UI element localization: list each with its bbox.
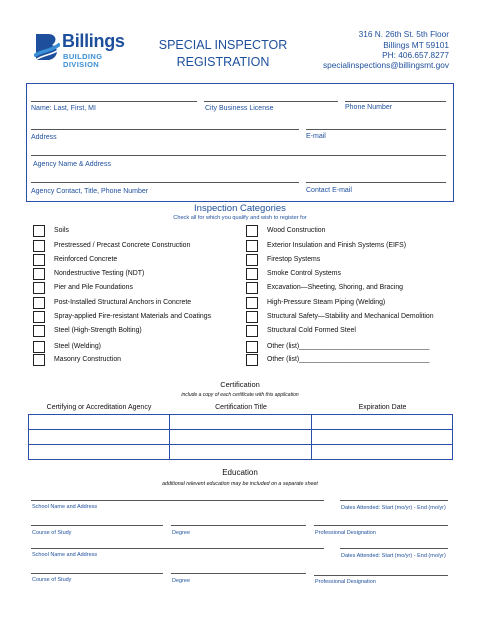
category-checkbox[interactable] <box>33 297 45 309</box>
address-label: Address <box>31 134 57 141</box>
category-checkbox[interactable] <box>33 268 45 280</box>
col-header-agency: Certifying or Accreditation Agency <box>46 404 152 411</box>
category-checkbox[interactable] <box>246 325 258 337</box>
category-checkbox[interactable] <box>33 341 45 353</box>
table-cell[interactable] <box>311 445 452 460</box>
dates-input-line[interactable] <box>340 500 448 501</box>
contact-phone: PH: 406.657.8277 <box>382 50 449 60</box>
degree-label: Degree <box>172 578 191 584</box>
table-cell[interactable] <box>170 415 311 430</box>
phone-label: Phone Number <box>345 104 393 111</box>
category-checkbox[interactable] <box>33 254 45 266</box>
address-input-line[interactable] <box>31 129 299 130</box>
category-checkbox[interactable] <box>33 225 45 237</box>
email-input-line[interactable] <box>306 129 446 130</box>
email-label: E-mail <box>306 133 326 140</box>
category-checkbox[interactable] <box>33 354 45 366</box>
category-label: Nondestructive Testing (NDT) <box>54 270 145 277</box>
table-cell[interactable] <box>29 415 170 430</box>
school-label: School Name and Address <box>32 552 98 558</box>
category-checkbox[interactable] <box>33 240 45 252</box>
col-header-expiration: Expiration Date <box>358 404 407 411</box>
name-input-line[interactable] <box>31 101 197 102</box>
degree-input-line[interactable] <box>171 573 306 574</box>
logo-wordmark: Billings <box>62 31 125 51</box>
col-header-cert-title: Certification Title <box>215 404 267 411</box>
category-label: Wood Construction <box>267 227 326 234</box>
designation-label: Professional Designation <box>315 530 376 536</box>
contact-email-link[interactable]: specialinspections@billingsmt.gov <box>322 60 449 70</box>
school-label: School Name and Address <box>32 504 98 510</box>
category-checkbox[interactable] <box>33 282 45 294</box>
category-label: Prestressed / Precast Concrete Construction <box>54 242 191 249</box>
degree-input-line[interactable] <box>171 525 306 526</box>
category-checkbox[interactable] <box>33 325 45 337</box>
category-label: Other (list)__________________________________ <box>267 343 430 350</box>
category-label: Reinforced Concrete <box>54 256 118 263</box>
category-label: Post-Installed Structural Anchors in Concrete <box>54 299 192 306</box>
category-checkbox[interactable] <box>246 354 258 366</box>
contact-address-line1: 316 N. 26th St. 5th Floor <box>358 29 449 39</box>
contact-email-input-line[interactable] <box>306 182 446 183</box>
category-checkbox[interactable] <box>246 268 258 280</box>
form-title-line2: REGISTRATION <box>176 55 270 69</box>
form-title-line1: SPECIAL INSPECTOR <box>158 38 288 52</box>
inspection-categories-title: Inspection Categories <box>194 203 286 214</box>
category-label: Smoke Control Systems <box>267 270 341 277</box>
certification-subtitle: include a copy of each certificate with this application <box>181 392 299 398</box>
category-label: Steel (High-Strength Bolting) <box>54 327 142 334</box>
table-row <box>29 415 453 430</box>
category-label: Masonry Construction <box>54 356 122 363</box>
designation-label: Professional Designation <box>315 579 376 585</box>
category-checkbox[interactable] <box>246 282 258 294</box>
business-license-input-line[interactable] <box>204 101 338 102</box>
category-label: Spray-applied Fire-resistant Materials and Coatings <box>54 313 212 320</box>
category-checkbox[interactable] <box>246 341 258 353</box>
contact-email-label: Contact E-mail <box>306 187 352 194</box>
category-checkbox[interactable] <box>33 311 45 323</box>
table-cell[interactable] <box>311 415 452 430</box>
agency-contact-input-line[interactable] <box>31 182 299 183</box>
category-label: Steel (Welding) <box>54 343 101 350</box>
degree-label: Degree <box>172 530 191 536</box>
category-checkbox[interactable] <box>246 240 258 252</box>
category-label: Excavation—Sheeting, Shoring, and Bracing <box>267 284 403 291</box>
course-label: Course of Study <box>32 530 72 536</box>
dates-label: Dates Attended: Start (mo/yr) - End (mo/yr) <box>341 553 446 559</box>
table-row <box>29 445 453 460</box>
category-checkbox[interactable] <box>246 297 258 309</box>
inspection-categories-subtitle: Check all for which you qualify and wish to register for <box>173 215 307 221</box>
agency-input-line[interactable] <box>31 155 446 156</box>
category-label: Structural Safety—Stability and Mechanical Demolition <box>267 313 434 320</box>
logo-subtitle-line1: BUILDING <box>63 52 103 61</box>
certification-title: Certification <box>220 380 260 389</box>
table-cell[interactable] <box>170 430 311 445</box>
certification-table <box>28 414 453 460</box>
school-input-line[interactable] <box>31 548 324 549</box>
table-cell[interactable] <box>29 445 170 460</box>
table-cell[interactable] <box>170 445 311 460</box>
education-title: Education <box>222 468 258 477</box>
category-label: Pier and Pile Foundations <box>54 284 133 291</box>
name-label: Name: Last, First, MI <box>31 105 96 112</box>
category-label: Structural Cold Formed Steel <box>267 327 356 334</box>
billings-logo-icon <box>34 32 60 62</box>
education-subtitle: additional relevent education may be included on a separate sheet <box>162 481 318 487</box>
course-label: Course of Study <box>32 577 72 583</box>
course-input-line[interactable] <box>31 573 163 574</box>
category-label: High-Pressure Steam Piping (Welding) <box>267 299 386 306</box>
category-checkbox[interactable] <box>246 311 258 323</box>
category-label: Soils <box>54 227 69 234</box>
category-label: Exterior Insulation and Finish Systems (EIFS) <box>267 242 407 249</box>
course-input-line[interactable] <box>31 525 163 526</box>
business-license-label: City Business License <box>205 105 274 112</box>
agency-contact-label: Agency Contact, Title, Phone Number <box>31 188 149 195</box>
dates-input-line[interactable] <box>340 548 448 549</box>
table-row <box>29 430 453 445</box>
logo-subtitle-line2: DIVISION <box>63 60 100 69</box>
category-label: Firestop Systems <box>267 256 321 263</box>
category-checkbox[interactable] <box>246 254 258 266</box>
phone-input-line[interactable] <box>345 101 446 102</box>
table-cell[interactable] <box>311 430 452 445</box>
category-checkbox[interactable] <box>246 225 258 237</box>
agency-label: Agency Name & Address <box>33 161 111 168</box>
table-cell[interactable] <box>29 430 170 445</box>
dates-label: Dates Attended: Start (mo/yr) - End (mo/yr) <box>341 505 446 511</box>
contact-address-line2: Billings MT 59101 <box>383 40 449 50</box>
category-label: Other (list)__________________________________ <box>267 356 430 363</box>
school-input-line[interactable] <box>31 500 324 501</box>
designation-input-line[interactable] <box>314 575 448 576</box>
designation-input-line[interactable] <box>314 525 448 526</box>
